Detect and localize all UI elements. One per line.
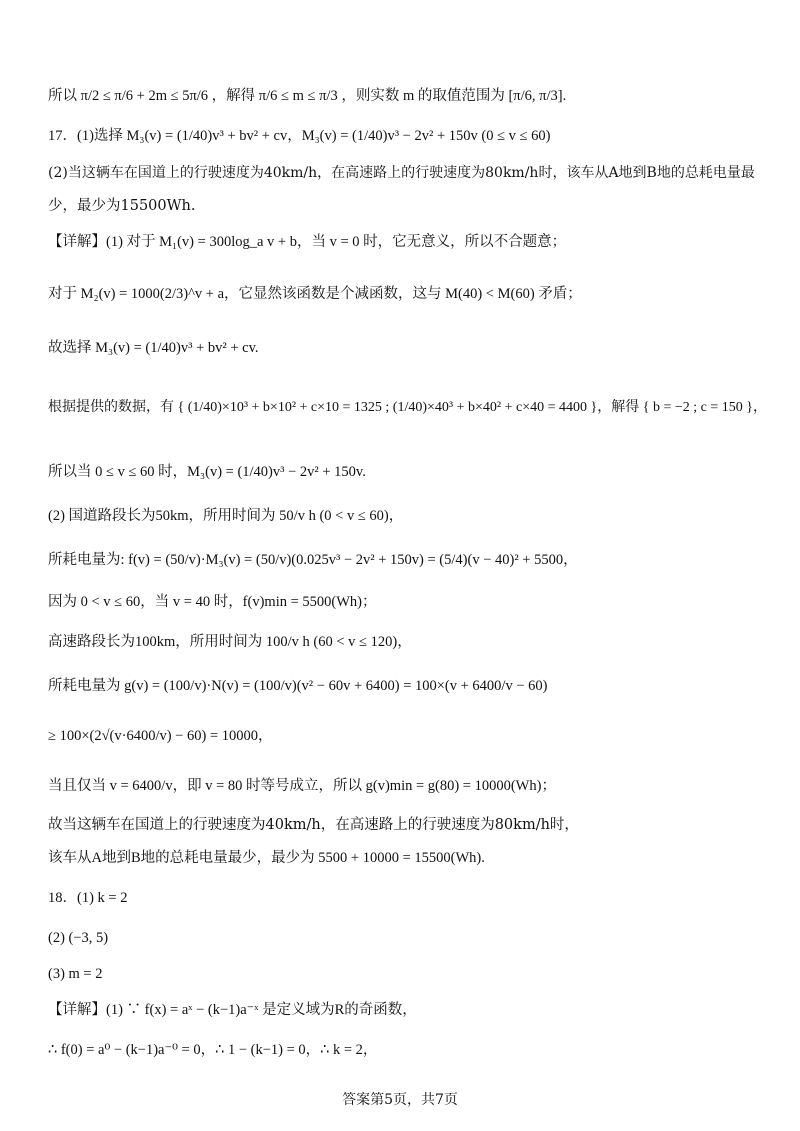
page-footer: 答案第5页，共7页 [342, 1092, 458, 1108]
text-line-5: 【详解】(1) 对于 M₁(v) = 300log_a v + b，当 v = 0 时，它无意义，所以不合题意； [48, 234, 567, 250]
text-line-4: 少，最少为15500Wh. [48, 198, 196, 214]
text-line-7: 故选择 M₃(v) = (1/40)v³ + bv² + cv. [48, 340, 259, 356]
text-line-11: 所耗电量为: f(v) = (50/v)·M₃(v) = (50/v)(0.025v³ − 2v² + 150v) = (5/4)(v − 40)² + 5500， [48, 552, 578, 568]
text-line-2: 17．(1)选择 M₃(v) = (1/40)v³ + bv² + cv，M₃(v) = (1/40)v³ − 2v² + 150v (0 ≤ v ≤ 60) [48, 128, 551, 144]
text-line-12: 因为 0 < v ≤ 60，当 v = 40 时，f(v)min = 5500(Wh)； [48, 594, 377, 610]
text-line-18: 该车从A地到B地的总耗电量最少，最少为 5500 + 10000 = 15500(Wh). [48, 850, 485, 866]
text-line-19: 18．(1) k = 2 [48, 890, 128, 906]
text-line-3: (2)当这辆车在国道上的行驶速度为40km/h，在高速路上的行驶速度为80km/h时，该车从A地到B地的总耗电量最 [48, 165, 755, 181]
text-line-13: 高速路段长为100km，所用时间为 100/v h (60 < v ≤ 120)， [48, 634, 412, 650]
text-line-22: 【详解】(1) ∵ f(x) = aˣ − (k−1)a⁻ˣ 是定义域为R的奇函数， [48, 1002, 417, 1018]
text-line-17: 故当这辆车在国道上的行驶速度为40km/h，在高速路上的行驶速度为80km/h时， [48, 817, 579, 833]
text-line-23: ∴ f(0) = a⁰ − (k−1)a⁻⁰ = 0，∴ 1 − (k−1) = 0，∴ k = 2， [48, 1042, 378, 1058]
text-line-16: 当且仅当 v = 6400/v，即 v = 80 时等号成立，所以 g(v)min = g(80) = 10000(Wh)； [48, 778, 556, 794]
text-line-21: (3) m = 2 [48, 966, 103, 982]
text-line-1: 所以 π/2 ≤ π/6 + 2m ≤ 5π/6 ，解得 π/6 ≤ m ≤ π/3 ，则实数 m 的取值范围为 [π/6, π/3]. [48, 88, 567, 104]
text-line-9: 所以当 0 ≤ v ≤ 60 时，M₃(v) = (1/40)v³ − 2v² + 150v. [48, 464, 366, 480]
text-line-14: 所耗电量为 g(v) = (100/v)·N(v) = (100/v)(v² − 60v + 6400) = 100×(v + 6400/v − 60) [48, 678, 548, 694]
text-line-15: ≥ 100×(2√(v·6400/v) − 60) = 10000， [48, 728, 273, 744]
text-line-20: (2) (−3, 5) [48, 930, 109, 946]
text-line-10: (2) 国道路段长为50km，所用时间为 50/v h (0 < v ≤ 60)， [48, 508, 404, 524]
text-line-6: 对于 M₂(v) = 1000(2/3)^v + a，它显然该函数是个减函数，这与 M(40) < M(60) 矛盾； [48, 286, 582, 302]
text-line-8: 根据提供的数据，有 { (1/40)×10³ + b×10² + c×10 = 1325 ; (1/40)×40³ + b×40² + c×40 = 4400 }，解得 { b = −2 ; c = 150 }， [48, 400, 767, 415]
